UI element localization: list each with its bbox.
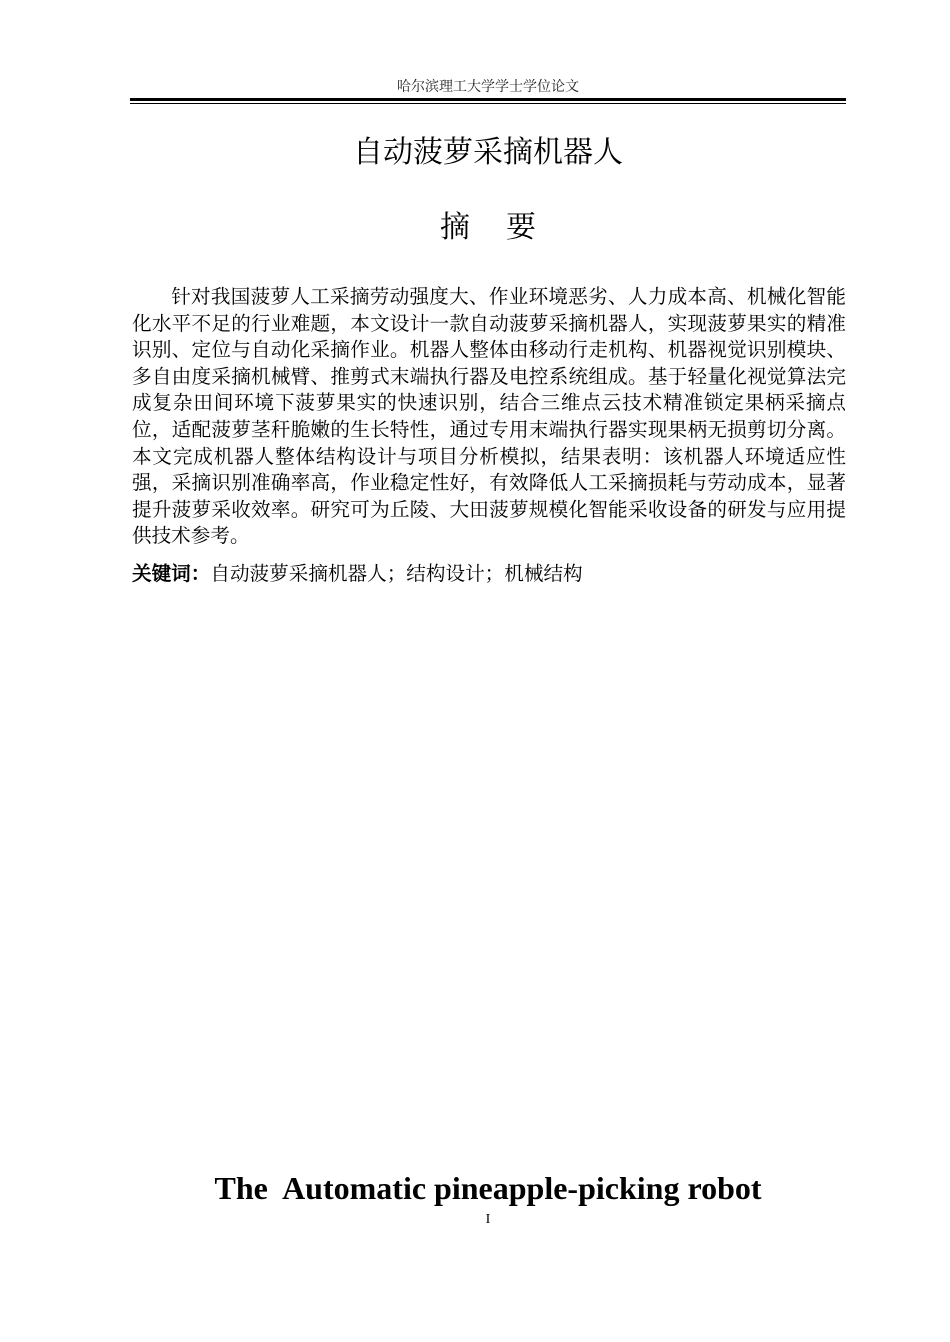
- keywords-text: 自动菠萝采摘机器人；结构设计；机械结构: [210, 562, 583, 585]
- header-rule-thin: [130, 103, 846, 104]
- running-header: 哈尔滨理工大学学士学位论文: [397, 79, 579, 95]
- header-rule-thick: [130, 98, 846, 101]
- abstract-heading: [130, 206, 846, 250]
- keywords-label: 关键词：: [132, 562, 211, 585]
- document-title: 自动菠萝采摘机器人: [353, 135, 623, 170]
- page-number: I: [485, 1212, 491, 1227]
- abstract-heading-char-1: 摘: [440, 210, 470, 245]
- abstract-body: 针对我国菠萝人工采摘劳动强度大、作业环境恶劣、人力成本高、机械化智能化水平不足的行业难题，本文设计一款自动菠萝采摘机器人，实现菠萝果实的精准识别、定位与自动化采摘作业。机器人整体由移动行走机构、机器视觉识别模块、多自由度采摘机械臂、推剪式末端执行器及电控系统组成。基于轻量化视觉算法完成复杂田间环境下菠萝果实的快速识别，结合三维点云技术精准锁定果柄采摘点位，适配菠萝茎秆脆嫩的生长特性，通过专用末端执行器实现果柄无损剪切分离。本文完成机器人整体结构设计与项目分析模拟，结果表明：该机器人环境适应性强，采摘识别准确率高，作业稳定性好，有效降低人工采摘损耗与劳动成本，显著提升菠萝采收效率。研究可为丘陵、大田菠萝规模化智能采收设备的研发与应用提供技术参考。: [132, 285, 846, 548]
- header-double-rule: [130, 98, 846, 104]
- keywords-line: [132, 561, 846, 588]
- english-title: The Automatic pineapple-picking robot: [214, 1170, 762, 1206]
- abstract-heading-char-2: 要: [506, 210, 536, 245]
